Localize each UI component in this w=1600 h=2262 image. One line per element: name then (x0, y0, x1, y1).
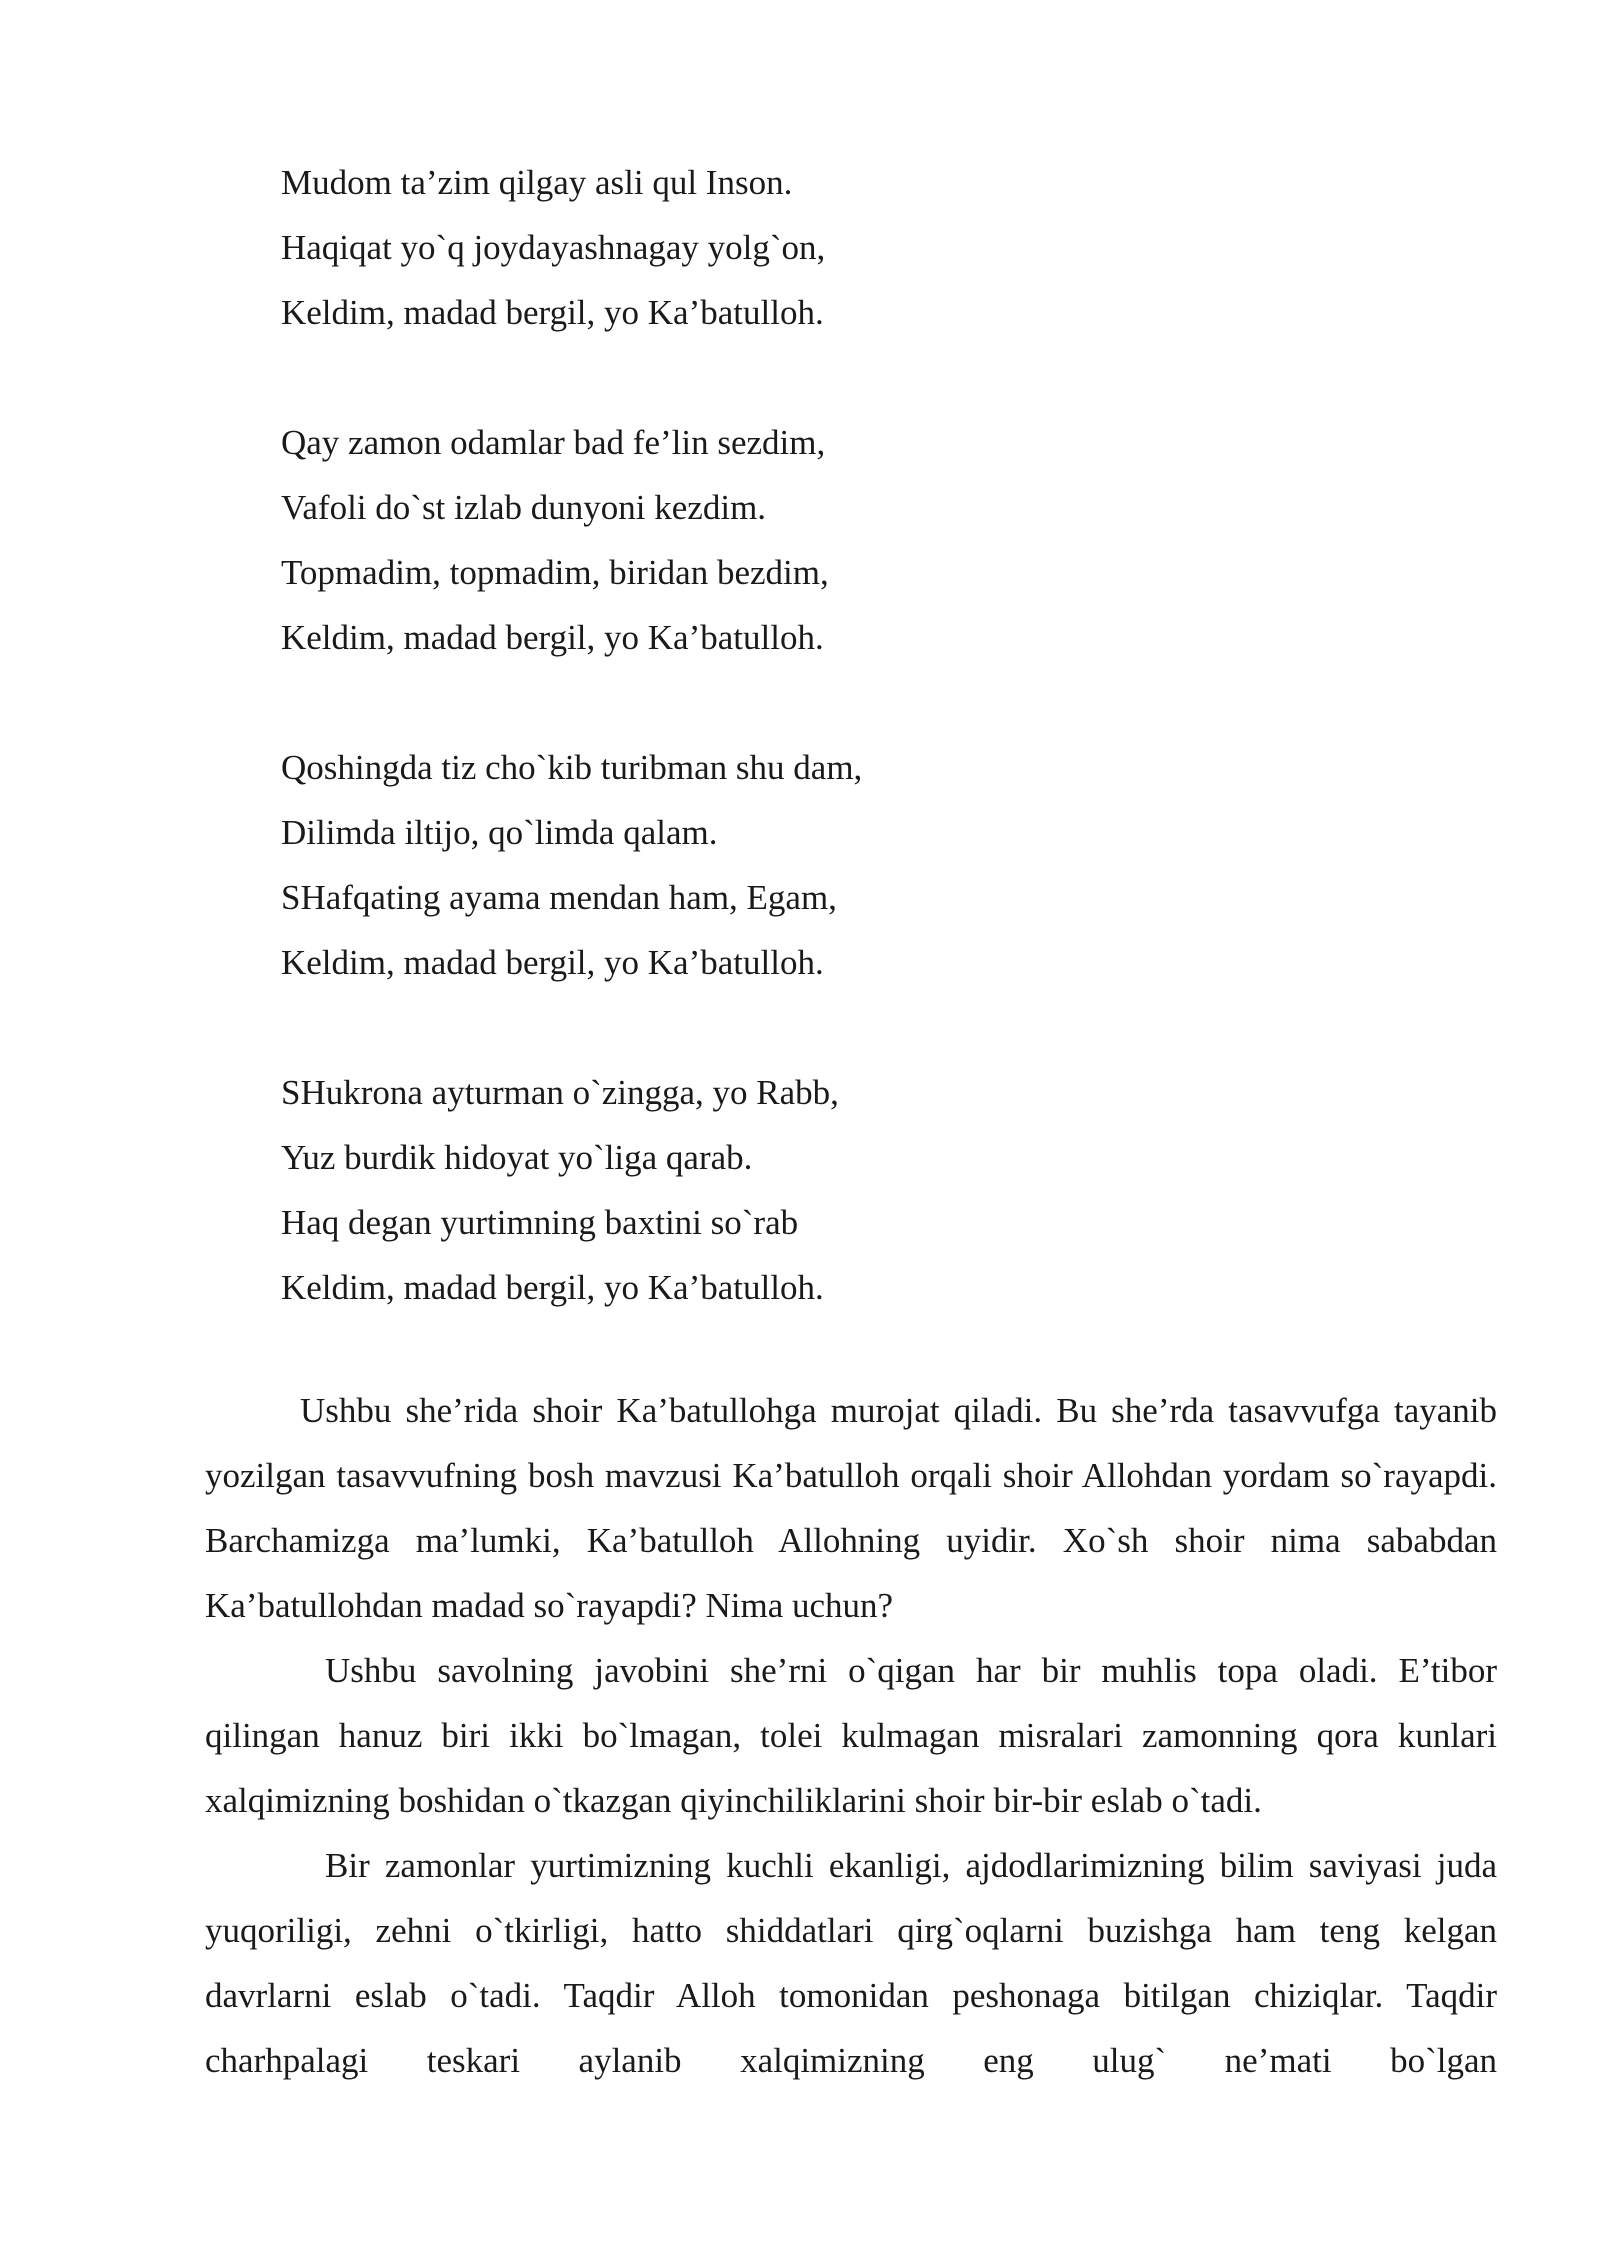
verse-line: Haqiqat yo`q joydayashnagay yolg`on, (281, 228, 826, 267)
poem-stanza (281, 1060, 1381, 1320)
verse-line: Qoshingda tiz cho`kib turibman shu dam, (281, 748, 863, 787)
verse-line: SHafqating ayama mendan ham, Egam, (281, 878, 837, 917)
poem (281, 150, 1381, 1385)
verse-line: Yuz burdik hidoyat yo`liga qarab. (281, 1138, 753, 1177)
verse-line: Keldim, madad bergil, yo Ka’batulloh. (281, 293, 824, 332)
poem-stanza (281, 150, 1381, 345)
verse-line: SHukrona ayturman o`zingga, yo Rabb, (281, 1073, 839, 1112)
verse-line: Haq degan yurtimning baxtini so`rab (281, 1203, 799, 1242)
verse-line: Qay zamon odamlar bad fe’lin sezdim, (281, 423, 826, 462)
verse-line: Keldim, madad bergil, yo Ka’batulloh. (281, 943, 824, 982)
verse-line: Vafoli do`st izlab dunyoni kezdim. (281, 488, 767, 527)
poem-stanza (281, 410, 1381, 670)
paragraph: Ushbu savolning javobini she’rni o`qigan har bir muhlis topa oladi. E’tibor qilingan hanuz biri ikki bo`lmagan, tolei kulmagan misralari zamonning qora kunlari xalqimizning boshidan o`tkazgan qiyinchiliklarini shoir bir-bir eslab o`tadi. (205, 1651, 1497, 1820)
verse-line: Topmadim, topmadim, biridan bezdim, (281, 553, 829, 592)
poem-stanza (281, 735, 1381, 995)
prose-body (205, 1378, 1497, 2093)
verse-line: Keldim, madad bergil, yo Ka’batulloh. (281, 1268, 824, 1307)
verse-line: Keldim, madad bergil, yo Ka’batulloh. (281, 618, 824, 657)
verse-line: Dilimda iltijo, qo`limda qalam. (281, 813, 718, 852)
paragraph: Bir zamonlar yurtimizning kuchli ekanligi, ajdodlarimizning bilim saviyasi juda yuqoriligi, zehni o`tkirligi, hatto shiddatlari qirg`oqlarni buzishga ham teng kelgan davrlarni eslab o`tadi. Taqdir Alloh tomonidan peshonaga bitilgan chiziqlar. Taqdir charhpalagi teskari aylanib xalqimizning eng ulug` ne’mati bo`lgan (205, 1846, 1497, 2080)
paragraph: Ushbu she’rida shoir Ka’batullohga murojat qiladi. Bu she’rda tasavvufga tayanib yozilgan tasavvufning bosh mavzusi Ka’batulloh orqali shoir Allohdan yordam so`rayapdi. Barchamizga ma’lumki, Ka’batulloh Allohning uyidir. Xo`sh shoir nima sababdan Ka’batullohdan madad so`rayapdi? Nima uchun? (205, 1391, 1497, 1625)
verse-line: Mudom ta’zim qilgay asli qul Inson. (281, 163, 793, 202)
